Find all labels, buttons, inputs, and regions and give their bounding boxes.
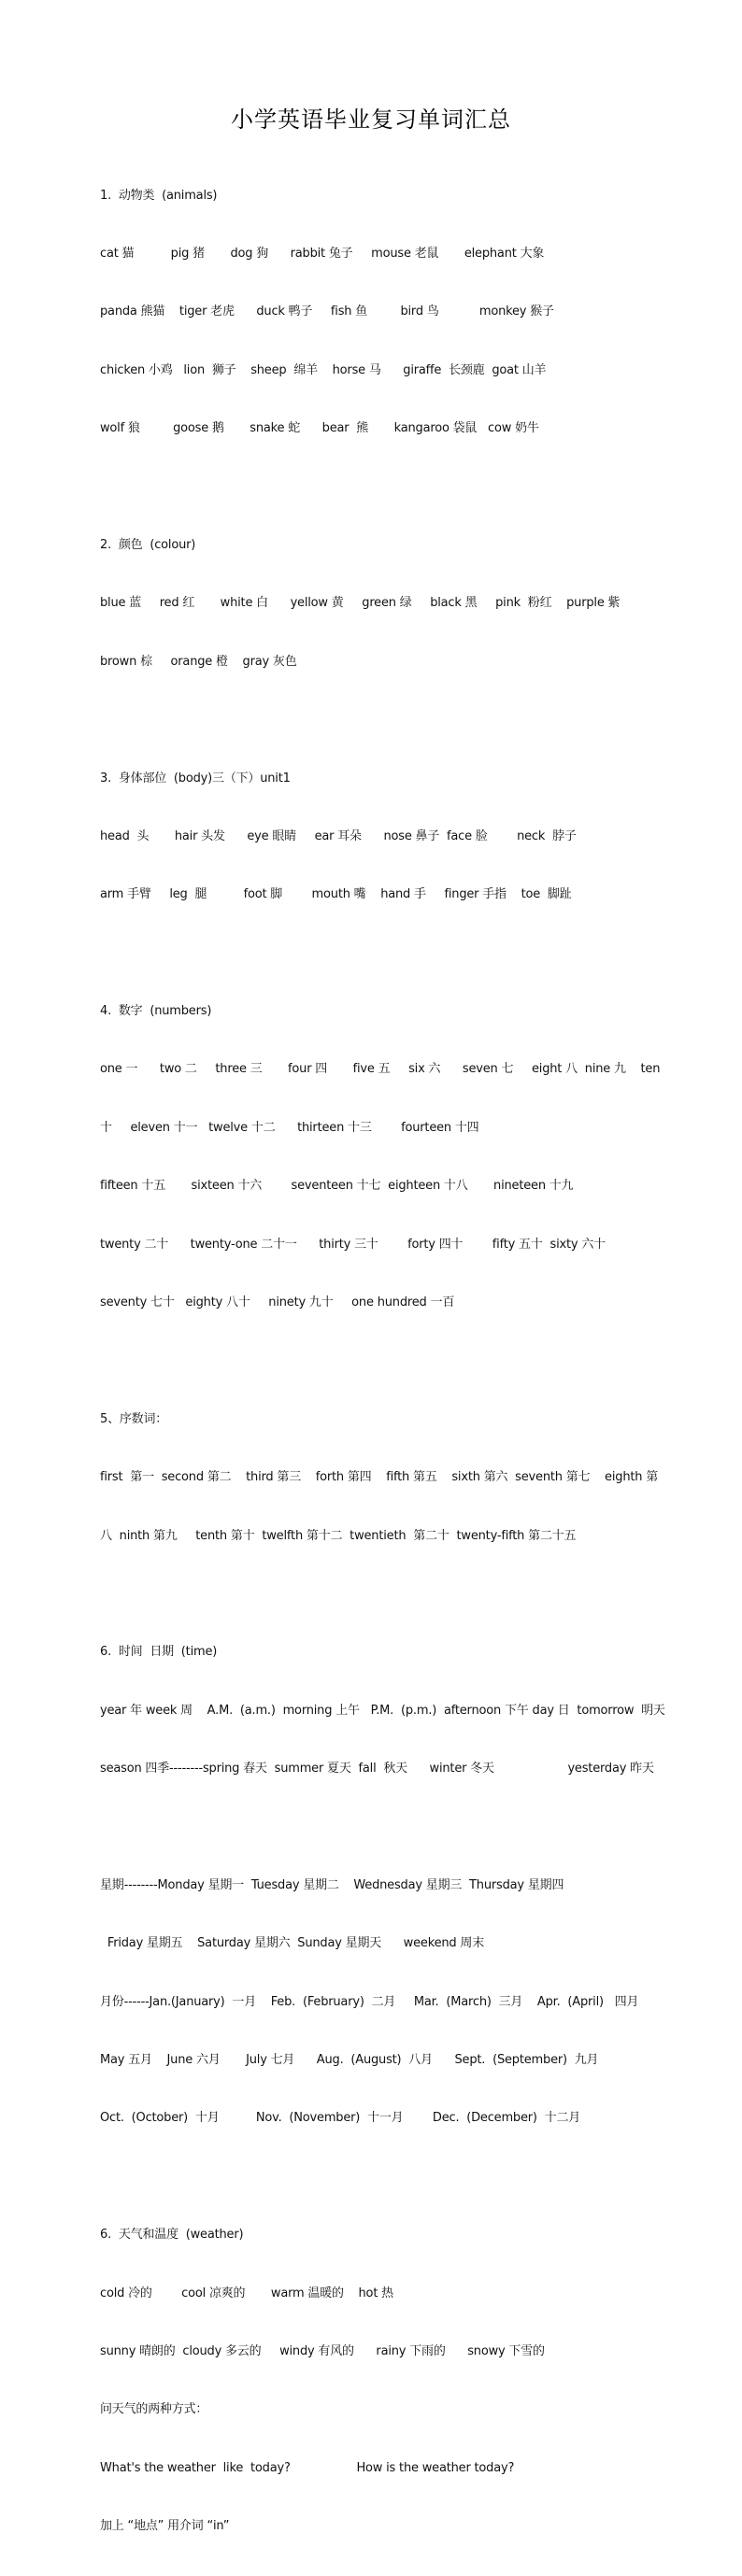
blank-line: [100, 2168, 661, 2187]
section-heading-numbers: 4. 数字 (numbers): [100, 1004, 212, 1019]
text-line: blue 蓝 red 红 white 白 yellow 黄 green 绿 black 黑 pink 粉红 purple 紫: [100, 596, 621, 611]
text-line: year 年 week 周 A.M. (a.m.) morning 上午 P.M. (p.m.) afternoon 下午 day 日 tomorrow 明天: [100, 1703, 665, 1718]
blank-line: [100, 1352, 661, 1371]
section-heading-body: 3. 身体部位 (body)三（下）unit1: [100, 771, 291, 786]
text-line: arm 手臂 leg 腿 foot 脚 mouth 嘴 hand 手 finger 手指 toe 脚趾: [100, 887, 572, 902]
blank-line: [100, 944, 661, 964]
text-line: Friday 星期五 Saturday 星期六 Sunday 星期天 weekend 周末: [100, 1936, 484, 1951]
text-line: fifteen 十五 sixteen 十六 seventeen 十七 eighteen 十八 nineteen 十九: [100, 1179, 574, 1194]
word-list-body: [100, 148, 665, 2576]
text-line: seventy 七十 eighty 八十 ninety 九十 one hundred 一百: [100, 1295, 455, 1310]
text-line: season 四季--------spring 春天 summer 夏天 fall 秋天 winter 冬天 yesterday 昨天: [100, 1762, 654, 1776]
blank-line: [100, 1819, 661, 1838]
text-line: cold 冷的 cool 凉爽的 warm 温暖的 hot 热: [100, 2286, 393, 2300]
text-line: head 头 hair 头发 eye 眼睛 ear 耳朵 nose 鼻子 face 脸 neck 脖子: [100, 828, 577, 843]
text-line: wolf 狼 goose 鹅 snake 蛇 bear 熊 kangaroo 袋鼠 cow 奶牛: [100, 421, 539, 436]
text-line: 星期--------Monday 星期一 Tuesday 星期二 Wednesday 星期三 Thursday 星期四: [100, 1877, 564, 1892]
text-line: 八 ninth 第九 tenth 第十 twelfth 第十二 twentieth 第二十 twenty-fifth 第二十五: [100, 1528, 577, 1543]
text-line: 月份------Jan.(January) 一月 Feb. (February) 二月 Mar. (March) 三月 Apr. (April) 四月: [100, 1994, 639, 2009]
text-line: sunny 晴朗的 cloudy 多云的 windy 有风的 rainy 下雨的 snowy 下雪的: [100, 2344, 545, 2359]
text-line: 问天气的两种方式：: [100, 2402, 208, 2417]
text-line: one 一 two 二 three 三 four 四 five 五 six 六 seven 七 eight 八 nine 九 ten: [100, 1062, 661, 1077]
section-heading-time: 6. 时间 日期 (time): [100, 1645, 218, 1660]
text-line: panda 熊猫 tiger 老虎 duck 鸭子 fish 鱼 bird 鸟 monkey 猴子: [100, 304, 554, 319]
text-line: Oct. (October) 十月 Nov. (November) 十一月 Dec. (December) 十二月: [100, 2111, 581, 2126]
text-line: May 五月 June 六月 July 七月 Aug. (August) 八月 Sept. (September) 九月: [100, 2053, 599, 2068]
text-line: brown 棕 orange 橙 gray 灰色: [100, 654, 297, 669]
text-line: 十 eleven 十一 twelve 十二 thirteen 十三 fourteen 十四: [100, 1120, 479, 1135]
text-line: chicken 小鸡 lion 狮子 sheep 绵羊 horse 马 giraffe 长颈鹿 goat 山羊: [100, 362, 547, 377]
blank-line: [100, 478, 661, 498]
blank-line: [100, 711, 661, 730]
text-line: 加上 “地点” 用介词 “in”: [100, 2519, 230, 2534]
section-heading-weather: 6. 天气和温度 (weather): [100, 2228, 244, 2243]
text-line: cat 猫 pig 猪 dog 狗 rabbit 兔子 mouse 老鼠 elephant 大象: [100, 246, 545, 261]
blank-line: [100, 1585, 661, 1605]
page-title: 小学英语毕业复习单词汇总: [231, 106, 511, 133]
section-heading-animals: 1. 动物类 (animals): [100, 188, 218, 203]
text-line: twenty 二十 twenty-one 二十一 thirty 三十 forty 四十 fifty 五十 sixty 六十: [100, 1237, 606, 1252]
section-heading-colour: 2. 颜色 (colour): [100, 537, 196, 552]
section-heading-ordinals: 5、序数词：: [100, 1411, 168, 1426]
text-line: What's the weather like today? How is the weather today?: [100, 2460, 515, 2475]
text-line: first 第一 second 第二 third 第三 forth 第四 fifth 第五 sixth 第六 seventh 第七 eighth 第: [100, 1470, 659, 1485]
